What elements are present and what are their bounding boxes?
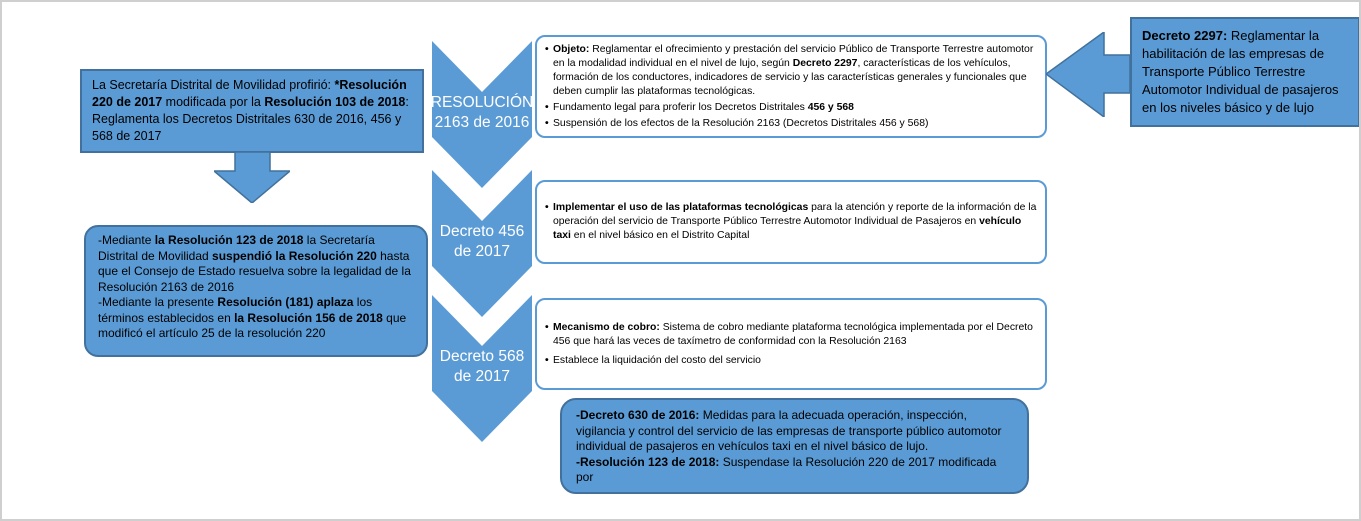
note-paragraph: -Decreto 630 de 2016: Medidas para la adecuada operación, inspección, vigilancia y control del servicio de las empresas de transporte público automotor individual de pasajeros en vehículos taxi en el nivel básico de lujo. (576, 408, 1002, 453)
bullet-dot: • (545, 354, 549, 366)
callout-decreto-456 (535, 180, 1047, 264)
decreto-2297-note: Decreto 2297: Reglamentar la habilitación de las empresas de Transporte Público Terrestre Automotor Individual de pasajeros en los niveles básico y de lujo (1130, 17, 1360, 127)
note-paragraph: -Resolución 123 de 2018: Suspendase la Resolución 220 de 2017 modificada por (576, 454, 997, 484)
callout-decreto-568 (535, 298, 1047, 390)
bullet-dot: • (545, 321, 549, 333)
chevron-label-line: RESOLUCIÓN (430, 94, 534, 111)
bullet-text: Mecanismo de cobro: Sistema de cobro mediante plataforma tecnológica implementada por el Decreto 456 que hará las veces de taxímetro de conformidad con la Resolución 2163 (553, 321, 1033, 347)
bullet-text: Establece la liquidación del costo del servicio (553, 354, 761, 366)
bullet-dot: • (545, 202, 549, 213)
chevron-label-line: de 2017 (453, 368, 511, 385)
chevron-label-line: 2163 de 2016 (434, 114, 530, 131)
chevron-label-line: Decreto 456 (439, 223, 525, 240)
chevron-label-line: Decreto 568 (439, 348, 525, 365)
callout-resolucion-2163 (535, 35, 1047, 138)
bullet-text: Objeto: Reglamentar el ofrecimiento y prestación del servicio Público de Transporte Terrestre automotor en la modalidad individual en el nivel de lujo, según Decreto 2297, características de los vehículos, formación de los conductores, indicadores de servicio y las características generales y funcionales que deben cumplir las plataformas tecnológicas. (553, 43, 1034, 97)
chevron-resolucion-2163 (432, 41, 532, 188)
bullet-item (545, 43, 1037, 99)
note-paragraph: -Mediante la Resolución 123 de 2018 la Secretaría Distrital de Movilidad suspendió la Resolución 220 hasta que el Consejo de Estado resuelva sobre la legalidad de la Resolución 2163 de 2016 (98, 233, 411, 294)
bullet-item (545, 117, 1037, 131)
bullet-item (545, 101, 1037, 115)
down-arrow (214, 152, 290, 203)
bullet-dot: • (545, 117, 549, 129)
decreto-630-resolucion-123-note (560, 398, 1029, 494)
bullet-text: Implementar el uso de las plataformas tecnológicas para la atención y reporte de la información de la operación del servicio de Transporte Público Terrestre Automotor Individual de Pasajeros en vehículo taxi en el nivel básico en el Distrito Capital (553, 202, 1037, 241)
bullet-text: Suspensión de los efectos de la Resolución 2163 (Decretos Distritales 456 y 568) (553, 117, 929, 129)
bullet-item (545, 201, 1037, 243)
chevron-decreto-568 (432, 295, 532, 442)
bullet-dot: • (545, 43, 549, 55)
left-arrow (1046, 32, 1130, 117)
secretaria-resolucion-220-note: La Secretaría Distrital de Movilidad profirió: *Resolución 220 de 2017 modificada por la Resolución 103 de 2018: Reglamenta los Decretos Distritales 630 de 2016, 456 y 568 de 2017 (80, 69, 424, 153)
bullet-dot: • (545, 101, 549, 113)
bullet-text: Fundamento legal para proferir los Decretos Distritales 456 y 568 (553, 101, 854, 113)
bullet-item (545, 321, 1037, 349)
bullet-item (545, 354, 1037, 368)
chevron-label-line: de 2017 (453, 243, 511, 260)
note-paragraph: -Mediante la presente Resolución (181) aplaza los términos establecidos en la Resolución 156 de 2018 que modificó el artículo 25 de la resolución 220 (98, 295, 407, 340)
suspension-resolucion-123-note (84, 225, 428, 357)
